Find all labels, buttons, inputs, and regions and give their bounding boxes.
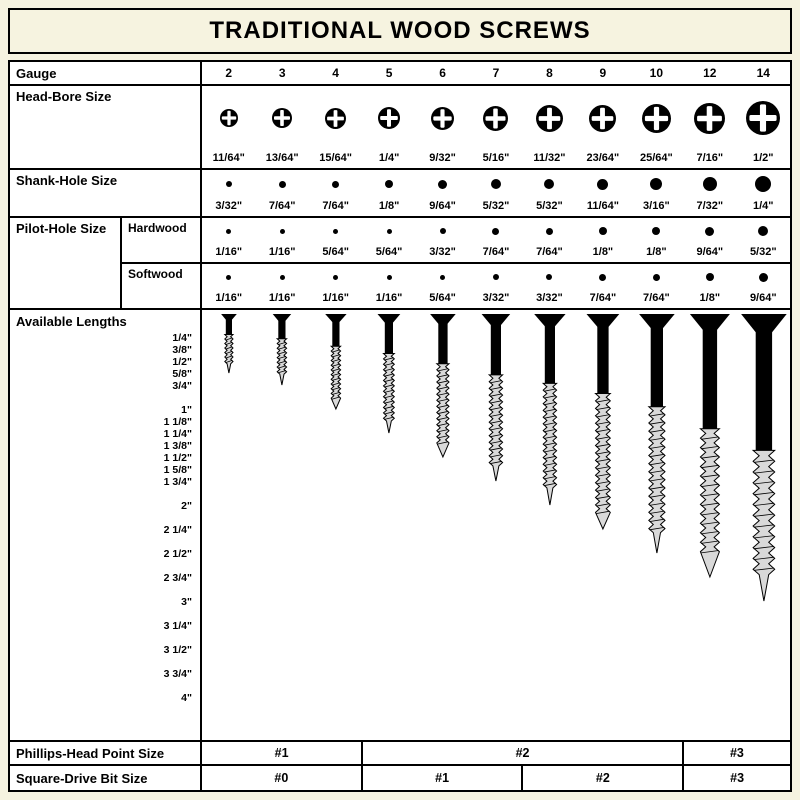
pilot-softwood-cell — [523, 264, 576, 308]
shank-hole-cell — [469, 170, 522, 216]
head-bore-cell — [255, 86, 308, 168]
hole-dot-icon — [226, 275, 231, 280]
square-drive-row — [10, 766, 790, 790]
shank-hole-cell — [576, 170, 629, 216]
shank-hole-value: 7/64" — [268, 200, 296, 212]
gauge-value: 4 — [332, 66, 339, 80]
wood-screw-icon — [202, 313, 255, 375]
hole-dot-icon — [385, 180, 393, 188]
shank-hole-value: 5/32" — [482, 200, 510, 212]
phillips-head-icon — [746, 101, 780, 135]
hole-dot-icon — [493, 274, 499, 280]
phillips-point-values — [202, 742, 790, 764]
pilot-softwood-symbol — [706, 264, 714, 290]
length-label: 3/4" — [172, 380, 192, 392]
head-bore-value: 1/2" — [753, 152, 774, 164]
length-label: 3" — [181, 596, 192, 608]
head-bore-row-label: Head-Bore Size — [10, 86, 202, 168]
screw-column-gauge-8 — [523, 310, 576, 740]
hole-dot-icon — [280, 229, 285, 234]
pilot-softwood-value: 1/16" — [215, 292, 243, 304]
pilot-hardwood-values — [202, 218, 790, 262]
shank-hole-symbol — [755, 170, 771, 198]
pilot-softwood-cell — [737, 264, 790, 308]
shank-hole-value: 1/8" — [378, 200, 400, 212]
length-label: 2 1/2" — [163, 548, 192, 560]
head-bore-symbol — [589, 86, 616, 150]
wood-screw-icon — [630, 313, 683, 555]
pilot-hardwood-symbol — [705, 218, 714, 244]
hole-dot-icon — [759, 273, 768, 282]
pilot-hardwood-symbol — [492, 218, 499, 244]
pilot-softwood-symbol — [546, 264, 552, 290]
shank-hole-value: 3/32" — [215, 200, 243, 212]
head-bore-value: 11/64" — [212, 152, 245, 164]
shank-hole-value: 7/32" — [696, 200, 724, 212]
pilot-hardwood-symbol — [226, 218, 231, 244]
hole-dot-icon — [599, 274, 606, 281]
head-bore-value: 23/64" — [586, 152, 620, 164]
shank-hole-cell — [683, 170, 736, 216]
hole-dot-icon — [653, 274, 660, 281]
head-bore-cell — [202, 86, 255, 168]
pilot-softwood-cell — [362, 264, 415, 308]
hole-dot-icon — [755, 176, 771, 192]
head-bore-value: 15/64" — [319, 152, 352, 164]
phillips-point-size: #2 — [363, 742, 684, 764]
wood-screw-icon — [309, 313, 362, 411]
head-bore-value: 7/16" — [696, 152, 724, 164]
shank-hole-symbol — [332, 170, 339, 198]
pilot-hardwood-cell — [576, 218, 629, 262]
hole-dot-icon — [703, 177, 717, 191]
pilot-hardwood-value: 1/8" — [592, 246, 614, 258]
head-bore-symbol — [220, 86, 238, 150]
length-label: 1 3/4" — [163, 476, 192, 488]
hole-dot-icon — [544, 179, 554, 189]
shank-hole-row — [10, 170, 790, 218]
screw-column-gauge-10 — [630, 310, 683, 740]
length-label: 5/8" — [172, 368, 192, 380]
length-label: 1 3/8" — [163, 440, 192, 452]
pilot-hardwood-cell — [523, 218, 576, 262]
phillips-head-icon — [325, 108, 346, 129]
hardwood-label: Hardwood — [122, 218, 202, 262]
hole-dot-icon — [705, 227, 714, 236]
hole-dot-icon — [279, 181, 286, 188]
shank-hole-symbol — [385, 170, 393, 198]
wood-screw-icon — [416, 313, 469, 459]
hole-dot-icon — [333, 229, 338, 234]
pilot-softwood-values — [202, 264, 790, 308]
head-bore-cell — [469, 86, 522, 168]
pilot-hardwood-symbol — [546, 218, 553, 244]
shank-hole-value: 3/16" — [643, 200, 670, 212]
pilot-softwood-value: 1/16" — [375, 292, 403, 304]
phillips-head-icon — [536, 105, 563, 132]
pilot-hardwood-symbol — [652, 218, 660, 244]
pilot-hole-row-label: Pilot-Hole Size — [10, 218, 122, 308]
available-lengths-left-column — [10, 310, 202, 740]
head-bore-cell — [737, 86, 790, 168]
length-scale-labels — [10, 310, 200, 740]
hole-dot-icon — [387, 229, 392, 234]
square-drive-values — [202, 766, 790, 790]
gauge-row — [10, 62, 790, 86]
square-drive-bit-size: #1 — [363, 766, 524, 790]
shank-hole-value: 1/4" — [753, 200, 774, 212]
gauge-value: 14 — [756, 66, 770, 80]
hole-dot-icon — [546, 228, 553, 235]
pilot-hardwood-value: 5/64" — [322, 246, 349, 258]
pilot-hardwood-value: 1/16" — [268, 246, 296, 258]
shank-hole-symbol — [491, 170, 501, 198]
gauge-value: 9 — [599, 66, 607, 80]
pilot-hardwood-symbol — [280, 218, 285, 244]
pilot-softwood-cell — [202, 264, 255, 308]
shank-hole-cell — [255, 170, 308, 216]
hole-dot-icon — [706, 273, 714, 281]
pilot-hardwood-cell — [469, 218, 522, 262]
pilot-softwood-value: 5/64" — [429, 292, 456, 304]
square-drive-bit-size: #2 — [523, 766, 684, 790]
pilot-softwood-symbol — [493, 264, 499, 290]
shank-hole-symbol — [279, 170, 286, 198]
wood-screw-icon — [683, 313, 736, 579]
shank-hole-symbol — [226, 170, 232, 198]
pilot-hardwood-value: 1/8" — [646, 246, 667, 258]
head-bore-value: 13/64" — [265, 152, 299, 164]
pilot-softwood-cell — [576, 264, 629, 308]
gauge-value: 5 — [385, 66, 393, 80]
gauge-row-label: Gauge — [10, 62, 202, 84]
length-label: 3/8" — [172, 344, 192, 356]
length-label: 1 5/8" — [163, 464, 192, 476]
pilot-softwood-symbol — [599, 264, 606, 290]
shank-hole-symbol — [544, 170, 554, 198]
pilot-hardwood-cell — [416, 218, 469, 262]
phillips-head-icon — [483, 106, 508, 131]
screw-column-gauge-9 — [576, 310, 629, 740]
pilot-softwood-value: 7/64" — [589, 292, 617, 304]
pilot-hardwood-value: 1/16" — [215, 246, 243, 258]
phillips-head-icon — [589, 105, 616, 132]
length-label: 1/2" — [172, 356, 192, 368]
phillips-row-label: Phillips-Head Point Size — [10, 742, 202, 764]
pilot-softwood-value: 9/64" — [749, 292, 777, 304]
pilot-hardwood-symbol — [758, 218, 768, 244]
wood-screw-icon — [737, 313, 790, 603]
wood-screw-icon — [576, 313, 629, 531]
wood-screw-icon — [255, 313, 308, 387]
screw-column-gauge-4 — [309, 310, 362, 740]
head-bore-cell — [362, 86, 415, 168]
shank-hole-values — [202, 170, 790, 216]
head-bore-symbol — [746, 86, 780, 150]
length-label: 1" — [181, 404, 192, 416]
chart-title-bar — [8, 8, 792, 54]
head-bore-symbol — [378, 86, 400, 150]
pilot-softwood-cell — [469, 264, 522, 308]
head-bore-row — [10, 86, 790, 170]
wood-screw-icon — [469, 313, 522, 483]
pilot-softwood-symbol — [280, 264, 285, 290]
pilot-softwood-symbol — [653, 264, 660, 290]
chart-title: TRADITIONAL WOOD SCREWS — [209, 17, 591, 44]
pilot-softwood-value: 1/16" — [268, 292, 296, 304]
head-bore-cell — [523, 86, 576, 168]
length-label: 1/4" — [172, 332, 192, 344]
gauge-value: 7 — [492, 66, 500, 80]
gauge-value: 10 — [649, 66, 664, 80]
length-label: 3 3/4" — [163, 668, 192, 680]
pilot-hardwood-symbol — [599, 218, 607, 244]
head-bore-symbol — [325, 86, 346, 150]
pilot-softwood-value: 7/64" — [643, 292, 670, 304]
hole-dot-icon — [492, 228, 499, 235]
head-bore-value: 11/32" — [533, 152, 566, 164]
head-bore-cell — [309, 86, 362, 168]
head-bore-value: 1/4" — [378, 152, 400, 164]
screw-column-gauge-12 — [683, 310, 736, 740]
hole-dot-icon — [599, 227, 607, 235]
gauge-values — [202, 62, 790, 84]
hole-dot-icon — [597, 179, 608, 190]
screw-reference-table — [8, 60, 792, 792]
hole-dot-icon — [440, 228, 446, 234]
length-label: 2 3/4" — [163, 572, 192, 584]
square-drive-bit-size: #3 — [730, 771, 745, 785]
pilot-hardwood-cell — [255, 218, 308, 262]
hole-dot-icon — [440, 275, 445, 280]
square-drive-row-label: Square-Drive Bit Size — [10, 766, 202, 790]
gauge-value: 6 — [439, 66, 446, 80]
shank-hole-cell — [630, 170, 683, 216]
screw-column-gauge-2 — [202, 310, 255, 740]
pilot-softwood-row — [122, 264, 790, 308]
length-label: 4" — [181, 692, 192, 704]
phillips-point-row — [10, 742, 790, 766]
head-bore-values — [202, 86, 790, 168]
head-bore-value: 5/16" — [482, 152, 510, 164]
hole-dot-icon — [758, 226, 768, 236]
pilot-softwood-symbol — [440, 264, 445, 290]
pilot-hardwood-value: 7/64" — [482, 246, 510, 258]
pilot-softwood-value: 3/32" — [482, 292, 510, 304]
pilot-softwood-cell — [630, 264, 683, 308]
phillips-point-size: #1 — [202, 742, 363, 764]
shank-hole-symbol — [650, 170, 662, 198]
shank-hole-cell — [737, 170, 790, 216]
head-bore-symbol — [272, 86, 292, 150]
pilot-softwood-cell — [255, 264, 308, 308]
hole-dot-icon — [546, 274, 552, 280]
hole-dot-icon — [652, 227, 660, 235]
pilot-softwood-symbol — [387, 264, 392, 290]
shank-hole-value: 11/64" — [586, 200, 619, 212]
length-label: 3 1/2" — [163, 644, 192, 656]
pilot-hardwood-symbol — [387, 218, 392, 244]
shank-hole-cell — [202, 170, 255, 216]
head-bore-cell — [630, 86, 683, 168]
head-bore-value: 9/32" — [429, 152, 456, 164]
softwood-label: Softwood — [122, 264, 202, 308]
head-bore-cell — [683, 86, 736, 168]
pilot-softwood-symbol — [226, 264, 231, 290]
shank-hole-symbol — [597, 170, 608, 198]
pilot-hole-row — [10, 218, 790, 310]
pilot-hardwood-cell — [362, 218, 415, 262]
phillips-head-icon — [272, 108, 292, 128]
pilot-softwood-cell — [683, 264, 736, 308]
pilot-hardwood-cell — [737, 218, 790, 262]
shank-hole-cell — [523, 170, 576, 216]
pilot-softwood-value: 1/8" — [699, 292, 721, 304]
available-lengths-row — [10, 310, 790, 742]
pilot-hardwood-value: 5/32" — [749, 246, 777, 258]
hole-dot-icon — [333, 275, 338, 280]
gauge-value: 3 — [278, 66, 286, 80]
pilot-hardwood-cell — [630, 218, 683, 262]
pilot-hardwood-value: 3/32" — [429, 246, 456, 258]
pilot-softwood-symbol — [333, 264, 338, 290]
length-label: 2" — [181, 500, 192, 512]
pilot-hardwood-value: 5/64" — [375, 246, 403, 258]
screw-column-gauge-7 — [469, 310, 522, 740]
hole-dot-icon — [280, 275, 285, 280]
screw-column-gauge-14 — [737, 310, 790, 740]
shank-hole-symbol — [438, 170, 447, 198]
length-label: 1 1/2" — [163, 452, 192, 464]
phillips-head-icon — [694, 103, 725, 134]
hole-dot-icon — [226, 229, 231, 234]
hole-dot-icon — [226, 181, 232, 187]
length-label: 1 1/8" — [163, 416, 192, 428]
pilot-hardwood-symbol — [440, 218, 446, 244]
length-label: 2 1/4" — [163, 524, 192, 536]
shank-hole-row-label: Shank-Hole Size — [10, 170, 202, 216]
hole-dot-icon — [332, 181, 339, 188]
head-bore-value: 25/64" — [639, 152, 673, 164]
wood-screw-icon — [362, 313, 415, 435]
phillips-head-icon — [220, 109, 238, 127]
pilot-hardwood-symbol — [333, 218, 338, 244]
shank-hole-cell — [416, 170, 469, 216]
pilot-hardwood-value: 7/64" — [536, 246, 563, 258]
head-bore-symbol — [483, 86, 508, 150]
gauge-value: 8 — [546, 66, 553, 80]
head-bore-symbol — [642, 86, 671, 150]
pilot-hole-subrows — [122, 218, 790, 308]
available-lengths-label: Available Lengths — [16, 314, 127, 329]
shank-hole-cell — [309, 170, 362, 216]
phillips-head-icon — [431, 107, 454, 130]
shank-hole-value: 9/64" — [429, 200, 456, 212]
screw-column-gauge-5 — [362, 310, 415, 740]
head-bore-symbol — [431, 86, 454, 150]
gauge-value: 2 — [225, 66, 233, 80]
hole-dot-icon — [650, 178, 662, 190]
shank-hole-value: 5/32" — [536, 200, 563, 212]
head-bore-cell — [576, 86, 629, 168]
phillips-head-icon — [642, 104, 671, 133]
hole-dot-icon — [387, 275, 392, 280]
length-label: 1 1/4" — [163, 428, 192, 440]
gauge-value: 12 — [703, 66, 717, 80]
head-bore-symbol — [694, 86, 725, 150]
phillips-head-icon — [378, 107, 400, 129]
hole-dot-icon — [438, 180, 447, 189]
shank-hole-value: 7/64" — [322, 200, 349, 212]
shank-hole-symbol — [703, 170, 717, 198]
pilot-hardwood-cell — [683, 218, 736, 262]
wood-screw-icon — [523, 313, 576, 507]
pilot-softwood-cell — [309, 264, 362, 308]
pilot-softwood-value: 3/32" — [536, 292, 563, 304]
screw-illustrations — [202, 310, 790, 740]
pilot-hardwood-value: 9/64" — [696, 246, 724, 258]
phillips-point-size: #3 — [729, 746, 744, 760]
length-label: 3 1/4" — [163, 620, 192, 632]
shank-hole-cell — [362, 170, 415, 216]
pilot-softwood-symbol — [759, 264, 768, 290]
screw-column-gauge-3 — [255, 310, 308, 740]
pilot-softwood-value: 1/16" — [322, 292, 349, 304]
pilot-hardwood-cell — [309, 218, 362, 262]
pilot-hardwood-cell — [202, 218, 255, 262]
head-bore-symbol — [536, 86, 563, 150]
pilot-softwood-cell — [416, 264, 469, 308]
hole-dot-icon — [491, 179, 501, 189]
head-bore-cell — [416, 86, 469, 168]
square-drive-bit-size: #0 — [202, 766, 363, 790]
pilot-hardwood-row — [122, 218, 790, 264]
screw-column-gauge-6 — [416, 310, 469, 740]
